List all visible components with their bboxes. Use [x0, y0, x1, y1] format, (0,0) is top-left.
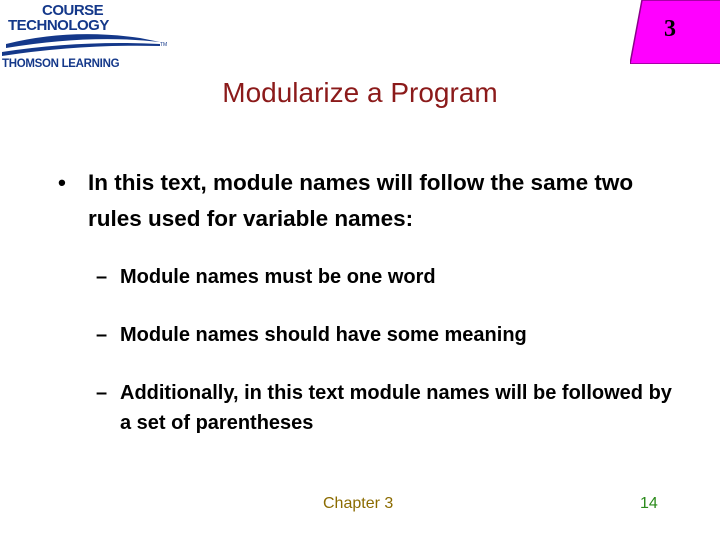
logo-swoosh-icon [0, 30, 180, 58]
footer-chapter: Chapter 3 [323, 495, 394, 512]
bullet-marker: • [58, 170, 66, 195]
slide-title-text: Modularize a Program [222, 77, 498, 108]
footer-page-number: 14 [640, 495, 658, 512]
logo-line-thomson: THOMSON LEARNING [2, 58, 120, 70]
main-bullet [58, 165, 658, 237]
sub-bullet-text: Module names must be one word [120, 266, 436, 288]
sub-bullet-marker: – [96, 266, 108, 288]
sub-bullet-marker: – [96, 382, 108, 404]
sub-bullet-marker: – [96, 324, 108, 346]
sub-bullet-text: Additionally, in this text module names will be followed by a set of parentheses [120, 382, 672, 434]
course-technology-logo [0, 0, 190, 80]
sub-bullet-text: Module names should have some meaning [120, 324, 527, 346]
slide-number: 3 [664, 16, 676, 42]
bullet-text: In this text, module names will follow the same two rules used for variable names: [88, 170, 634, 231]
logo-line-technology: TECHNOLOGY [8, 17, 109, 34]
logo-trademark: TM [160, 42, 168, 48]
sub-bullet [96, 262, 686, 292]
slide-title [0, 77, 720, 109]
sub-bullet [96, 378, 686, 438]
sub-bullet [96, 320, 686, 350]
logo-line-course: COURSE [42, 2, 104, 19]
